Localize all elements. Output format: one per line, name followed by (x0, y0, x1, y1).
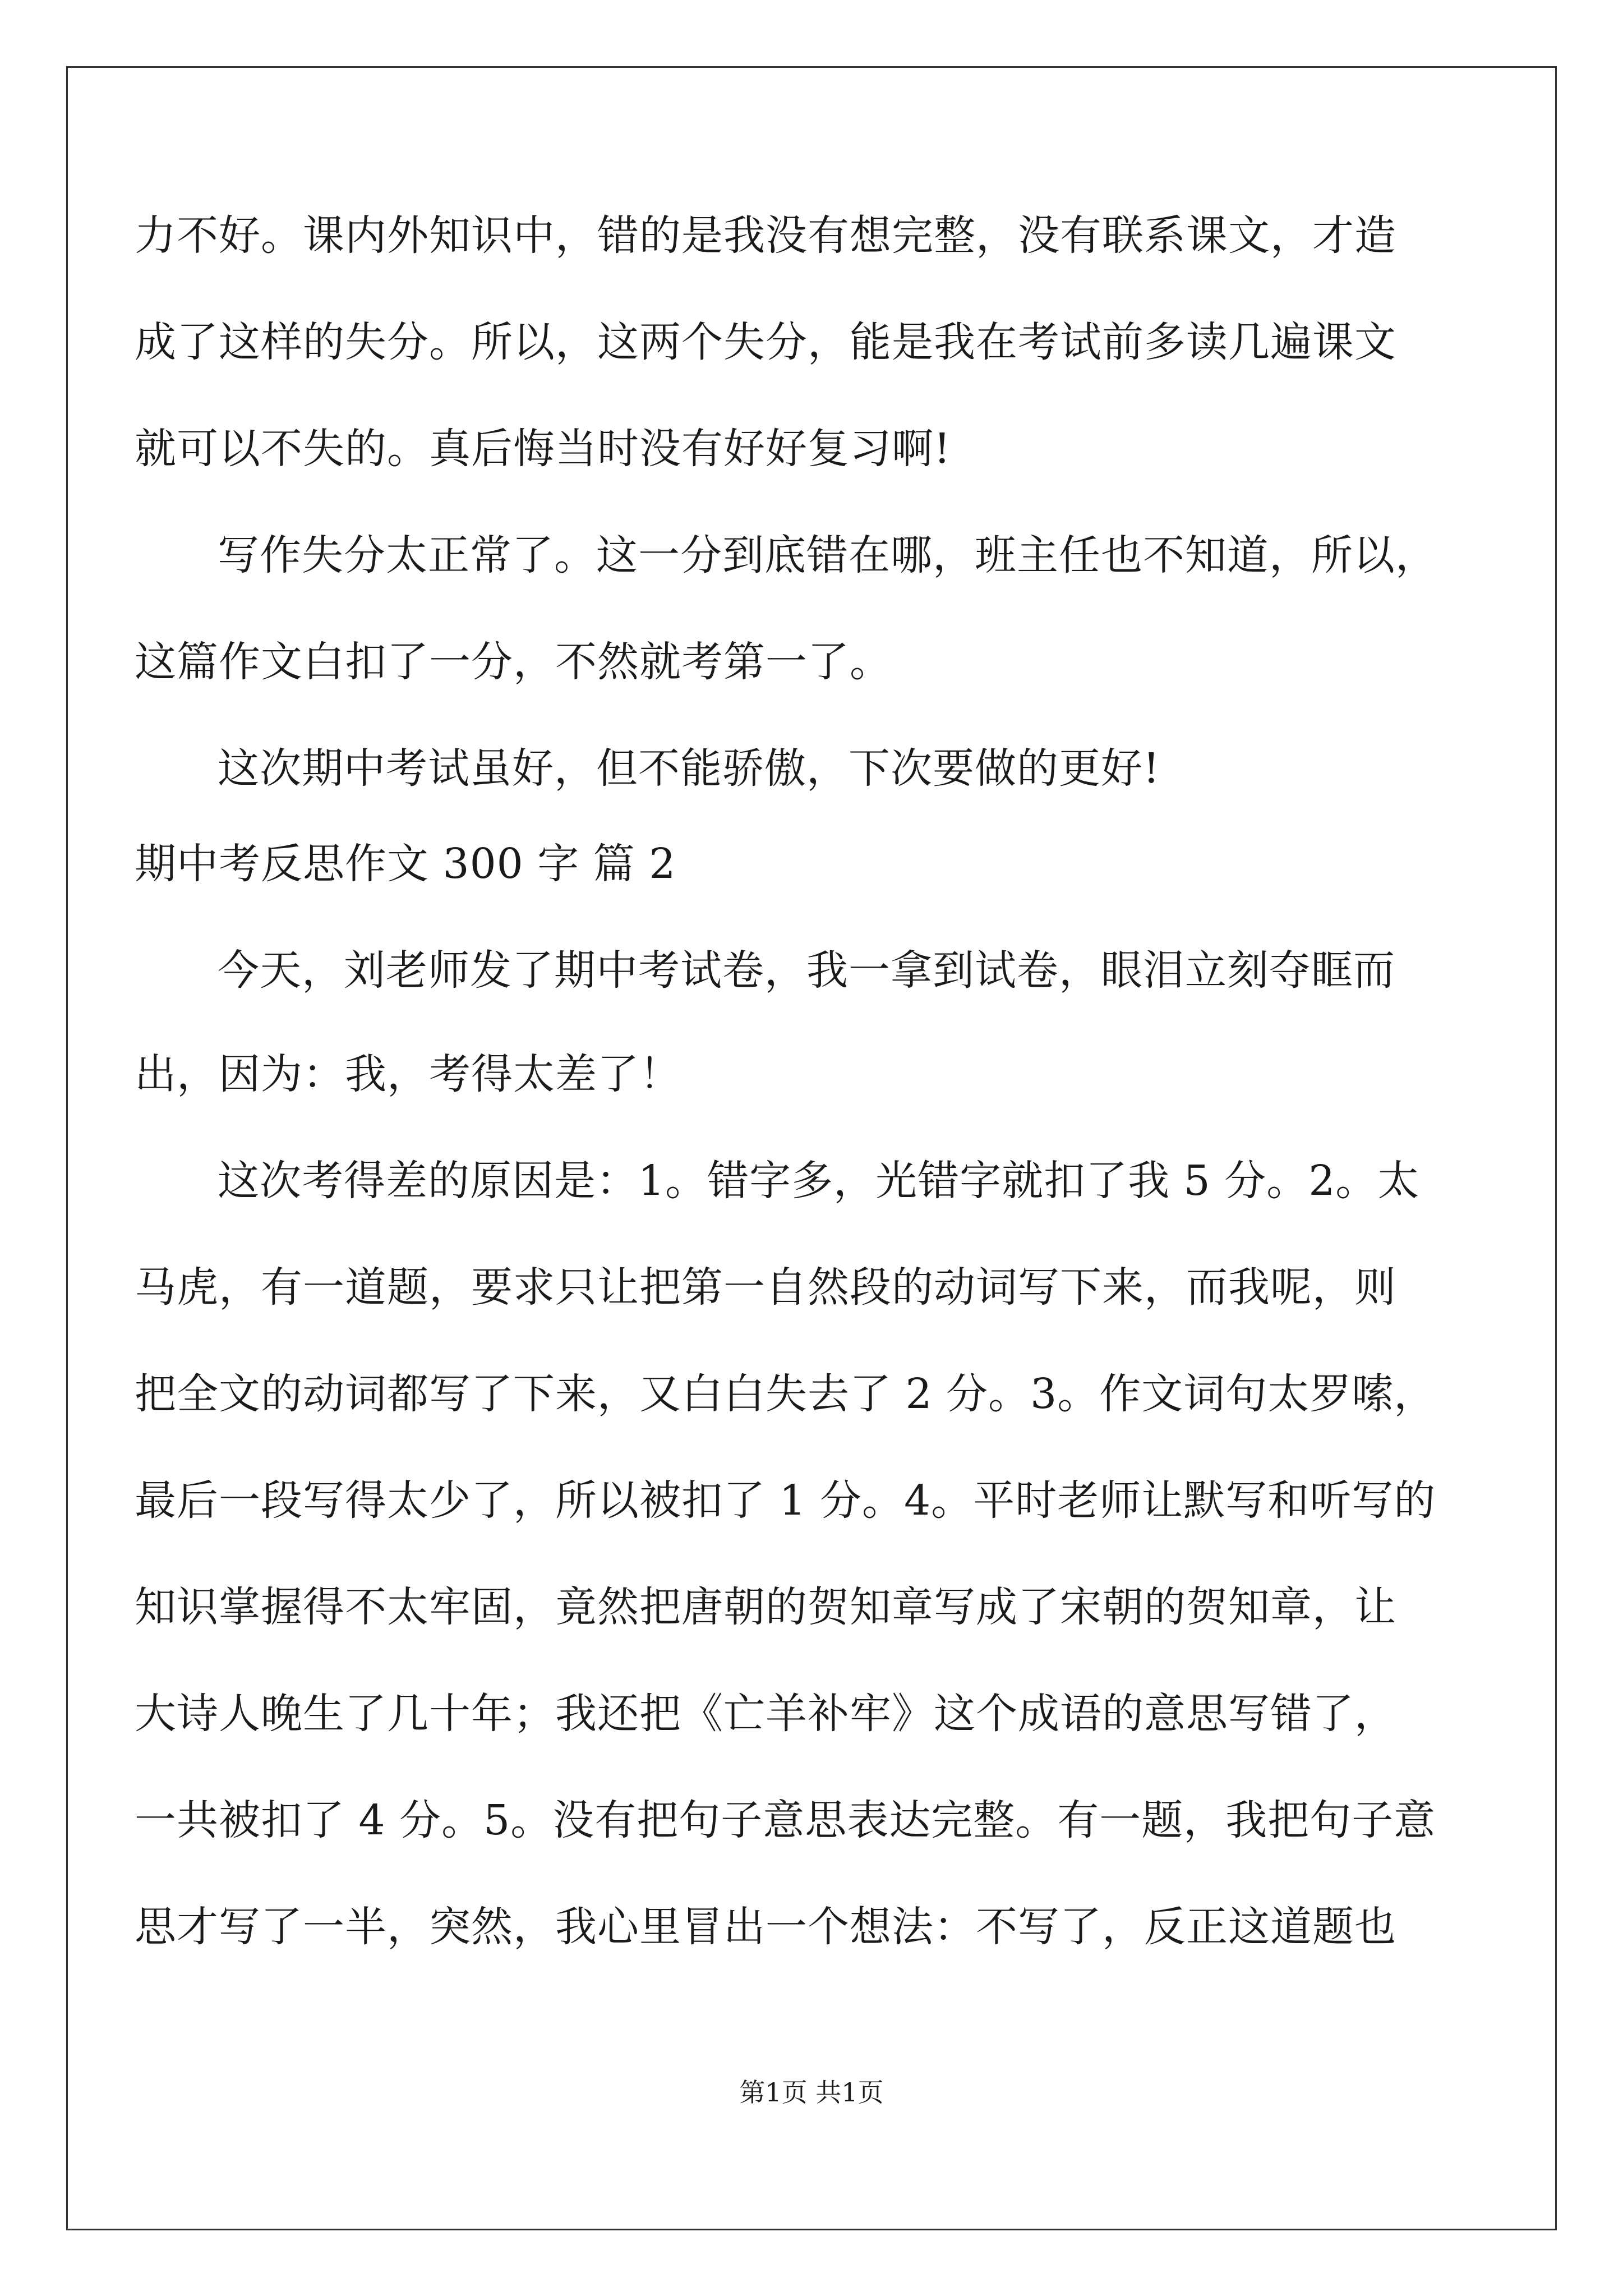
section-heading: 期中考反思作文 300 字 篇 2 (135, 840, 676, 888)
text-line-12: 把全文的动词都写了下来，又白白失去了 2 分。3。作文词句太罗嗦， (135, 1370, 1436, 1418)
page-footer: 第1页 共1页 (739, 2077, 884, 2108)
text-line-1: 力不好。课内外知识中，错的是我没有想完整，没有联系课文，才造 (135, 211, 1396, 260)
text-line-16: 一共被扣了 4 分。5。没有把句子意思表达完整。有一题，我把句子意 (135, 1796, 1436, 1844)
text-line-14: 知识掌握得不太牢固，竟然把唐朝的贺知章写成了宋朝的贺知章，让 (135, 1583, 1396, 1631)
text-line-15: 大诗人晚生了几十年；我还把《亡羊补牢》这个成语的意思写错了， (135, 1690, 1396, 1738)
text-line-2: 成了这样的失分。所以，这两个失分，能是我在考试前多读几遍课文 (135, 318, 1396, 366)
text-line-13: 最后一段写得太少了，所以被扣了 1 分。4。平时老师让默写和听写的 (135, 1476, 1436, 1525)
text-line-9: 出，因为：我，考得太差了！ (135, 1050, 681, 1098)
text-line-4: 写作失分太正常了。这一分到底错在哪，班主任也不知道，所以， (218, 531, 1437, 579)
text-line-6: 这次期中考试虽好，但不能骄傲，下次要做的更好! (218, 744, 1160, 793)
text-line-11: 马虎，有一道题，要求只让把第一自然段的动词写下来，而我呢，则 (135, 1263, 1396, 1312)
text-line-3: 就可以不失的。真后悔当时没有好好复习啊! (135, 425, 951, 473)
text-line-8: 今天，刘老师发了期中考试卷，我一拿到试卷，眼泪立刻夺眶而 (218, 946, 1395, 995)
text-line-5: 这篇作文白扣了一分，不然就考第一了。 (135, 638, 892, 686)
text-line-17: 思才写了一半，突然，我心里冒出一个想法：不写了，反正这道题也 (135, 1903, 1396, 1951)
text-line-10: 这次考得差的原因是：1。错字多，光错字就扣了我 5 分。2。太 (218, 1157, 1420, 1205)
